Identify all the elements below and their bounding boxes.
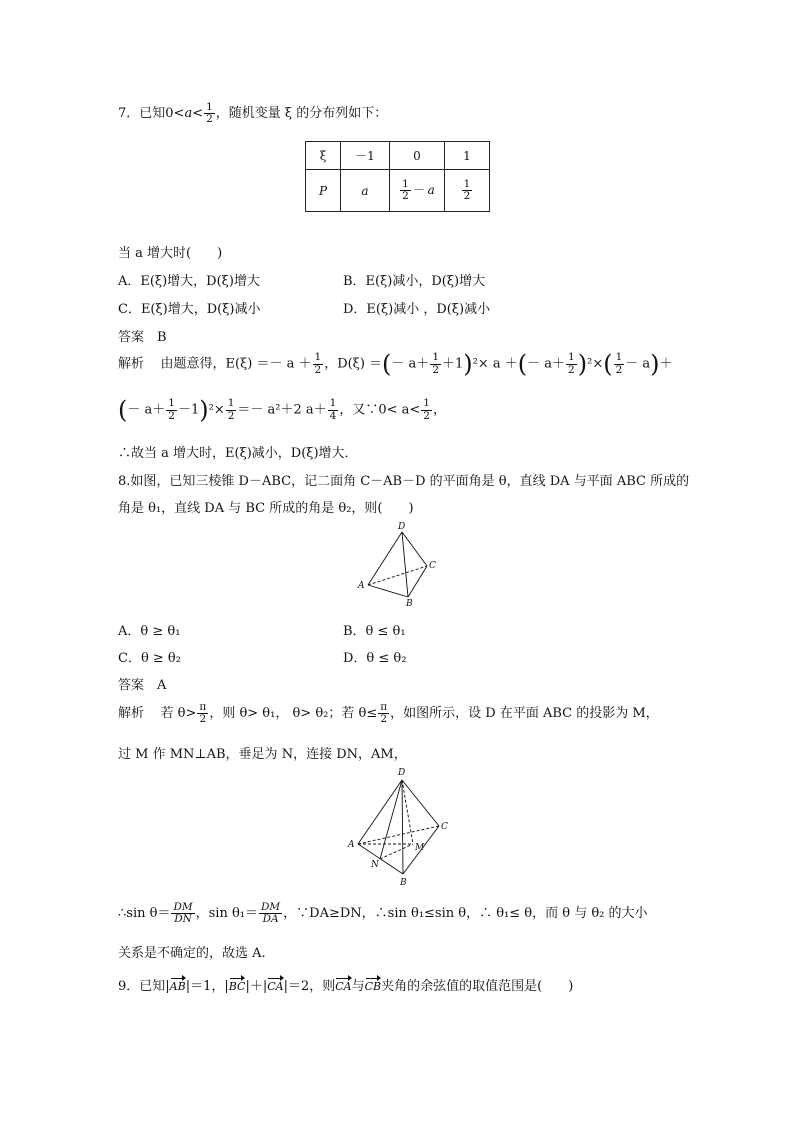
vector-ca: CA bbox=[335, 977, 351, 993]
q8-analysis-line4: 关系是不确定的，故选 A. bbox=[118, 946, 266, 961]
table-header-cell: 0 bbox=[390, 142, 445, 170]
q7-option-d: D．E(ξ)减小 ，D(ξ)减小 bbox=[343, 302, 491, 317]
q7-analysis-line2: (－ a＋ $\frac{1}{2}$ －1)²× $\frac{1}{2}$ ＝－ a²＋2 a＋ $\frac{1}{4}$ ，又∵0< a< $\frac{1}{2}$ ， bbox=[118, 396, 446, 424]
distribution-table bbox=[305, 141, 490, 212]
vector-bc: BC bbox=[229, 977, 246, 993]
label-c: C bbox=[441, 822, 448, 832]
q7-option-a: A．E(ξ)增大，D(ξ)增大 bbox=[118, 274, 260, 289]
vector-ca: CA bbox=[267, 977, 283, 993]
q7-option-b: B．E(ξ)减小，D(ξ)增大 bbox=[343, 274, 486, 289]
q9-stem: 9．已知|AB|＝1，|BC|＋|CA|＝2，则CA与CB夹角的余弦值的取值范围是( ) bbox=[118, 979, 574, 994]
label-d: D bbox=[398, 522, 406, 532]
q8-answer: 答案 A bbox=[118, 678, 167, 693]
q7-conclusion: ∴故当 a 增大时，E(ξ)减小，D(ξ)增大． bbox=[118, 446, 358, 461]
tetrahedron-figure-1 bbox=[350, 520, 440, 610]
q8-option-d: D．θ ≤ θ₂ bbox=[343, 651, 407, 666]
table-cell: $\frac{1}{2}$ bbox=[445, 170, 490, 212]
q8-option-c: C．θ ≥ θ₂ bbox=[118, 651, 181, 666]
fraction-half: $\frac{1}{2}$ bbox=[206, 101, 213, 126]
label-b: B bbox=[400, 878, 407, 888]
q8-stem-line1: 8.如图，已知三棱锥 D－ABC，记二面角 C－AB－D 的平面角是 θ，直线 DA 与平面 ABC 所成的 bbox=[118, 474, 690, 489]
table-header-cell: －1 bbox=[341, 142, 390, 170]
q8-analysis-line3: ∴sin θ＝ $\frac{DM}{DN}$ ，sin θ₁＝ $\frac{DM}{DA}$ ，∵DA≥DN，∴sin θ₁≤sin θ，∴ θ₁≤ θ，而 θ 与 θ₂ 的大小 bbox=[118, 901, 648, 926]
label-a: A bbox=[358, 581, 365, 591]
label-b: B bbox=[406, 599, 413, 609]
q8-stem-line2: 角是 θ₁，直线 DA 与 BC 所成的角是 θ₂，则( ) bbox=[118, 501, 414, 516]
label-d: D bbox=[398, 768, 406, 778]
q7-stem: 7．已知0<a< $\frac{1}{2}$ ，随机变量 ξ 的分布列如下： bbox=[118, 101, 388, 126]
label-m: M bbox=[415, 843, 425, 853]
q7-when: 当 a 增大时( ) bbox=[118, 246, 223, 261]
table-cell: a bbox=[341, 170, 390, 212]
label-n: N bbox=[371, 860, 379, 870]
q8-option-b: B．θ ≤ θ₁ bbox=[343, 624, 406, 639]
table-header-cell: ξ bbox=[306, 142, 341, 170]
table-cell: $\frac{1}{2}$ － a bbox=[390, 170, 445, 212]
q8-analysis-line1: 解析 若 θ> $\frac{\pi}{2}$ ，则 θ> θ₁， θ> θ₂；若 θ≤ $\frac{\pi}{2}$ ，如图所示，设 D 在平面 ABC 的投影为 M， bbox=[118, 701, 659, 726]
label-c: C bbox=[429, 561, 436, 571]
table-header-cell: 1 bbox=[445, 142, 490, 170]
q7-answer: 答案 B bbox=[118, 330, 167, 345]
vector-ab: AB bbox=[170, 977, 186, 993]
vector-cb: CB bbox=[365, 977, 382, 993]
q8-option-a: A．θ ≥ θ₁ bbox=[118, 624, 181, 639]
q7-analysis-line1: 解析 由题意得，E(ξ) ＝－ a ＋ $\frac{1}{2}$ ，D(ξ) ＝(－ a＋ $\frac{1}{2}$ ＋1)²× a ＋(－ a＋ $\frac{1}{2}$ )²×( $\frac{1}{2}$ － a)＋ bbox=[118, 350, 673, 378]
q7-option-c: C．E(ξ)增大，D(ξ)减小 bbox=[118, 302, 261, 317]
q8-analysis-line2: 过 M 作 MN⊥AB，垂足为 N，连接 DN，AM， bbox=[118, 747, 407, 762]
label-a: A bbox=[348, 840, 355, 850]
tetrahedron-figure-2 bbox=[340, 764, 460, 889]
table-row-label: P bbox=[306, 170, 341, 212]
